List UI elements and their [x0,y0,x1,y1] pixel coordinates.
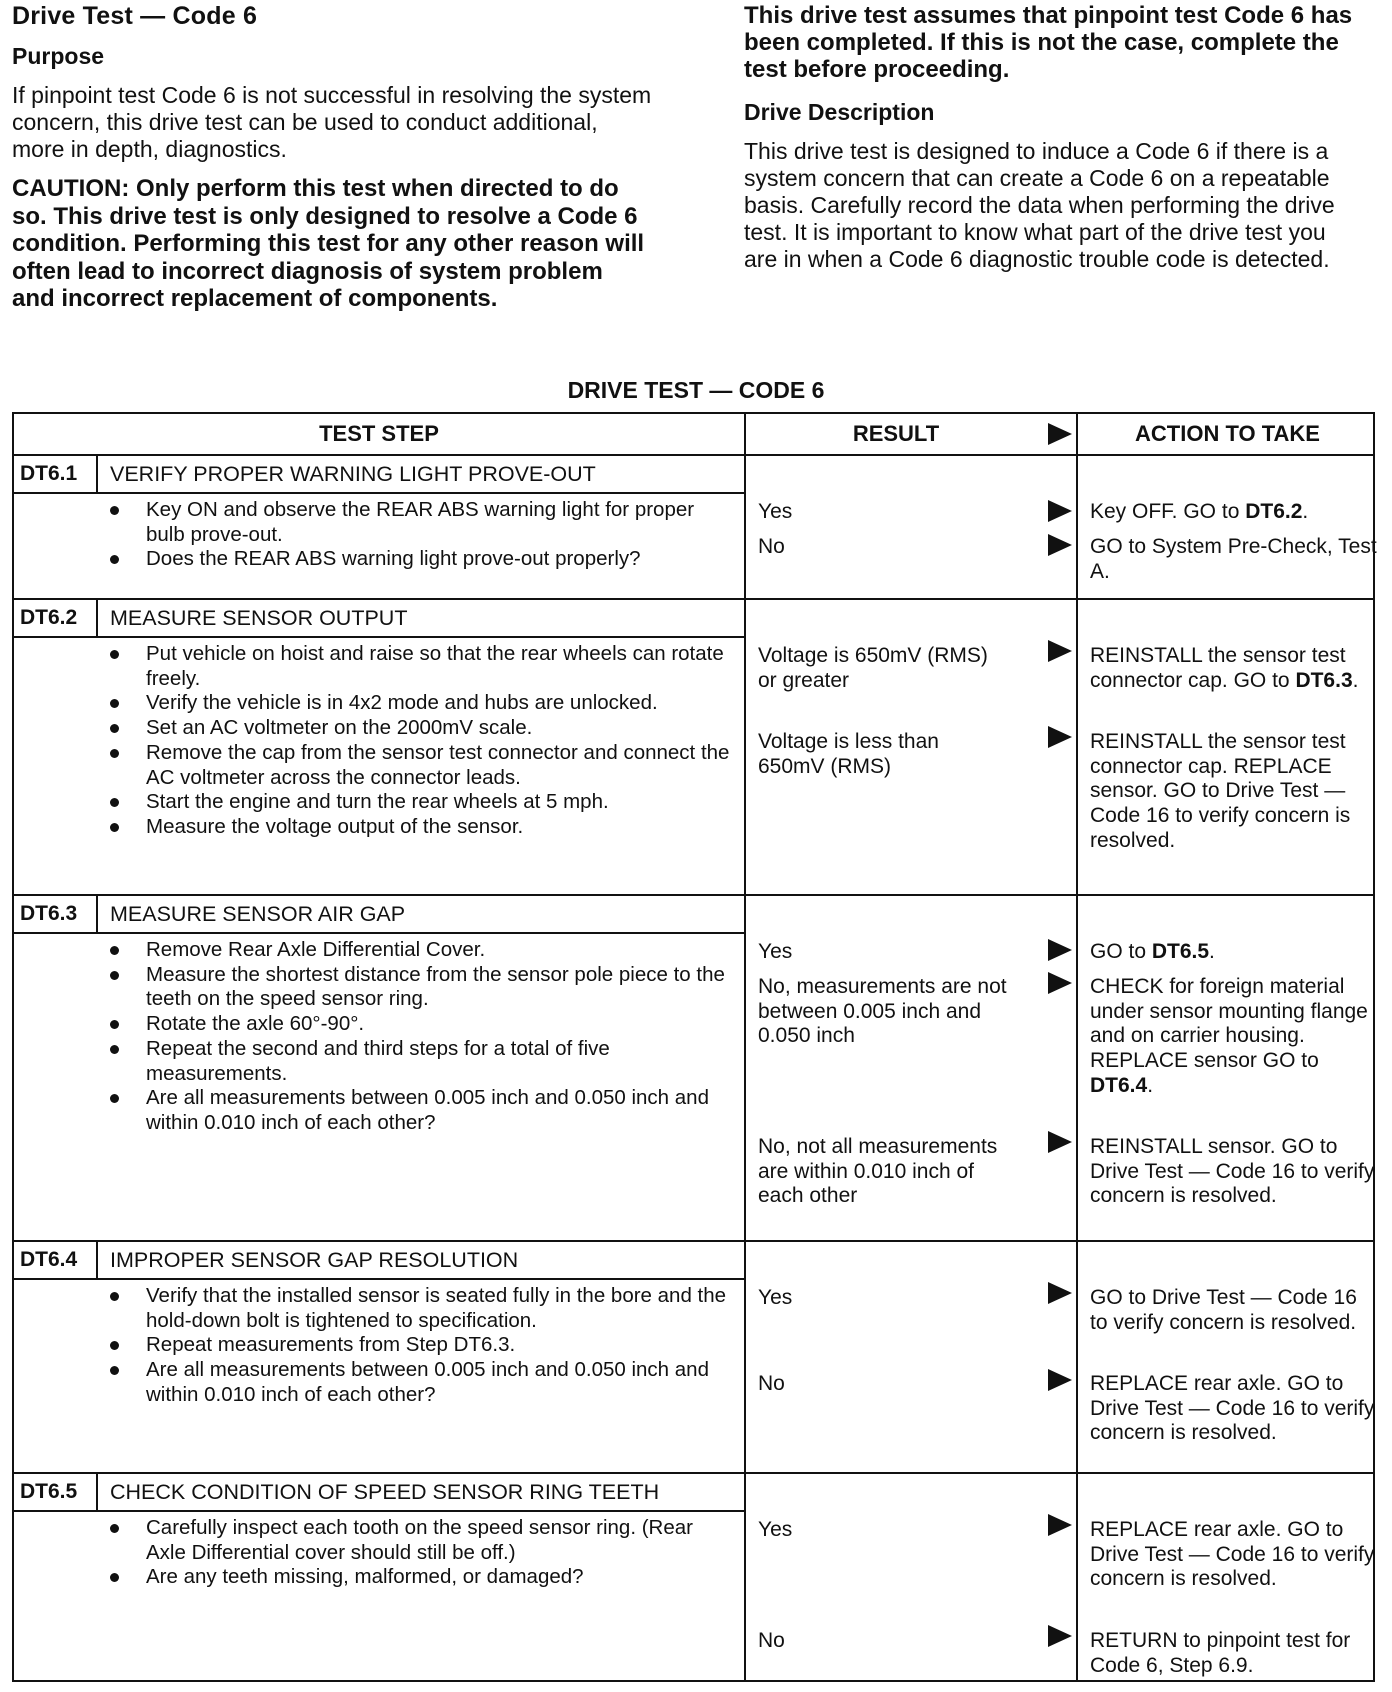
action-text: CHECK for foreign material under sensor mounting flange and on carrier housing. REPLACE sensor GO to DT6.4. [1090,975,1368,1097]
step-title: CHECK CONDITION OF SPEED SENSOR RING TEETH [110,1480,660,1504]
action-text: Key OFF. GO to DT6.2. [1090,500,1309,523]
arrow-icon [1048,939,1072,961]
step-id: DT6.2 [14,600,98,636]
drive-description-text: This drive test is designed to induce a Code 6 if there is a system concern that can create a Code 6 on a repeatable basis. Carefully record the data when performing the drive test. It is important to know what part of the drive test you are in when a Code 6 diagnostic trouble code is detected. [744,138,1335,272]
action-text: REINSTALL the sensor test connector cap. GO to DT6.3. [1090,644,1359,692]
step-title: MEASURE SENSOR OUTPUT [110,606,408,630]
arrow-icon [1048,1625,1072,1647]
list-item: Verify the vehicle is in 4x2 mode and hubs are unlocked. [110,691,730,716]
result-text: No, measurements are not between 0.005 inch and 0.050 inch [758,975,1007,1048]
step-header-dt6-5 [14,1474,744,1512]
step-id: DT6.5 [14,1474,98,1510]
list-item: Key ON and observe the REAR ABS warning light for proper bulb prove-out. [110,498,730,547]
assumption-text: This drive test assumes that pinpoint test Code 6 has been completed. If this is not the case, complete the test before proceeding. [744,2,1353,83]
action-text: REPLACE rear axle. GO to Drive Test — Code 16 to verify concern is resolved. [1090,1372,1375,1445]
step-title: IMPROPER SENSOR GAP RESOLUTION [110,1248,519,1272]
list-item: Remove the cap from the sensor test connector and connect the AC voltmeter across the connector leads. [110,741,730,790]
page-title: Drive Test — Code 6 [12,2,258,30]
arrow-icon [1048,1369,1072,1391]
header-action: ACTION TO TAKE [1135,421,1320,446]
list-item: Put vehicle on hoist and raise so that the rear wheels can rotate freely. [110,642,730,691]
arrow-icon [1048,726,1072,748]
step-id: DT6.3 [14,896,98,932]
list-item: Are any teeth missing, malformed, or damaged? [110,1565,730,1590]
step-title: MEASURE SENSOR AIR GAP [110,902,406,926]
header-result: RESULT [852,421,940,446]
arrow-icon [1048,500,1072,522]
result-text: Voltage is less than 650mV (RMS) [758,730,939,778]
arrow-icon [1048,423,1072,445]
step-bullets [110,498,730,572]
action-text: GO to Drive Test — Code 16 to verify concern is resolved. [1090,1286,1357,1334]
arrow-icon [1048,972,1072,994]
step-bullets [110,1516,730,1590]
step-bullets [110,1284,730,1408]
list-item: Does the REAR ABS warning light prove-out properly? [110,547,730,572]
result-text: No [758,1629,785,1652]
step-id: DT6.1 [14,456,98,492]
action-text: GO to System Pre-Check, Test A. [1090,535,1377,583]
arrow-icon [1048,640,1072,662]
purpose-heading: Purpose [12,43,105,69]
purpose-text: If pinpoint test Code 6 is not successful in resolving the system concern, this drive test can be used to conduct additional, more in depth, diagnostics. [12,82,652,162]
step-bullets [110,938,730,1136]
table-title: DRIVE TEST — CODE 6 [567,377,825,403]
step-header-dt6-4 [14,1242,744,1280]
step-id: DT6.4 [14,1242,98,1278]
drive-test-table [12,412,1375,1682]
list-item: Measure the voltage output of the sensor. [110,815,730,840]
step-header-dt6-2 [14,600,744,638]
result-text: No [758,535,785,558]
list-item: Start the engine and turn the rear wheels at 5 mph. [110,790,730,815]
arrow-icon [1048,1131,1072,1153]
step-header-dt6-1 [14,456,744,494]
action-text: REINSTALL sensor. GO to Drive Test — Code 16 to verify concern is resolved. [1090,1135,1375,1208]
header-test-step: TEST STEP [319,421,439,446]
left-column [12,0,652,313]
column-divider [1076,414,1078,1680]
result-text: Yes [758,1518,793,1541]
column-divider [744,414,746,1680]
list-item: Measure the shortest distance from the sensor pole piece to the teeth on the speed sensor ring. [110,963,730,1012]
result-text: No [758,1372,785,1395]
step-bullets [110,642,730,840]
result-text: Voltage is 650mV (RMS) or greater [758,644,988,692]
right-column [744,0,1364,285]
caution-text: CAUTION: Only perform this test when directed to do so. This drive test is only designed to resolve a Code 6 condition. Performing this test for any other reason will often lead to incorrect diagnosis of system problem and incorrect replacement of components. [12,175,645,312]
action-text: REPLACE rear axle. GO to Drive Test — Code 16 to verify concern is resolved. [1090,1518,1375,1591]
action-text: GO to DT6.5. [1090,940,1215,963]
list-item: Are all measurements between 0.005 inch and 0.050 inch and within 0.010 inch of each other? [110,1086,730,1135]
list-item: Set an AC voltmeter on the 2000mV scale. [110,716,730,741]
arrow-icon [1048,534,1072,556]
list-item: Are all measurements between 0.005 inch and 0.050 inch and within 0.010 inch of each other? [110,1358,730,1407]
list-item: Verify that the installed sensor is seated fully in the bore and the hold-down bolt is tightened to specification. [110,1284,730,1333]
result-text: Yes [758,940,793,963]
result-text: Yes [758,500,793,523]
result-text: Yes [758,1286,793,1309]
drive-description-heading: Drive Description [744,99,935,125]
list-item: Rotate the axle 60°-90°. [110,1012,730,1037]
step-title: VERIFY PROPER WARNING LIGHT PROVE-OUT [110,462,596,486]
list-item: Carefully inspect each tooth on the speed sensor ring. (Rear Axle Differential cover should still be off.) [110,1516,730,1565]
step-header-dt6-3 [14,896,744,934]
arrow-icon [1048,1282,1072,1304]
list-item: Remove Rear Axle Differential Cover. [110,938,730,963]
list-item: Repeat the second and third steps for a total of five measurements. [110,1037,730,1086]
arrow-icon [1048,1514,1072,1536]
list-item: Repeat measurements from Step DT6.3. [110,1333,730,1358]
result-text: No, not all measurements are within 0.010 inch of each other [758,1135,998,1208]
action-text: RETURN to pinpoint test for Code 6, Step 6.9. [1090,1629,1351,1677]
action-text: REINSTALL the sensor test connector cap. REPLACE sensor. GO to Drive Test — Code 16 to verify concern is resolved. [1090,730,1351,852]
